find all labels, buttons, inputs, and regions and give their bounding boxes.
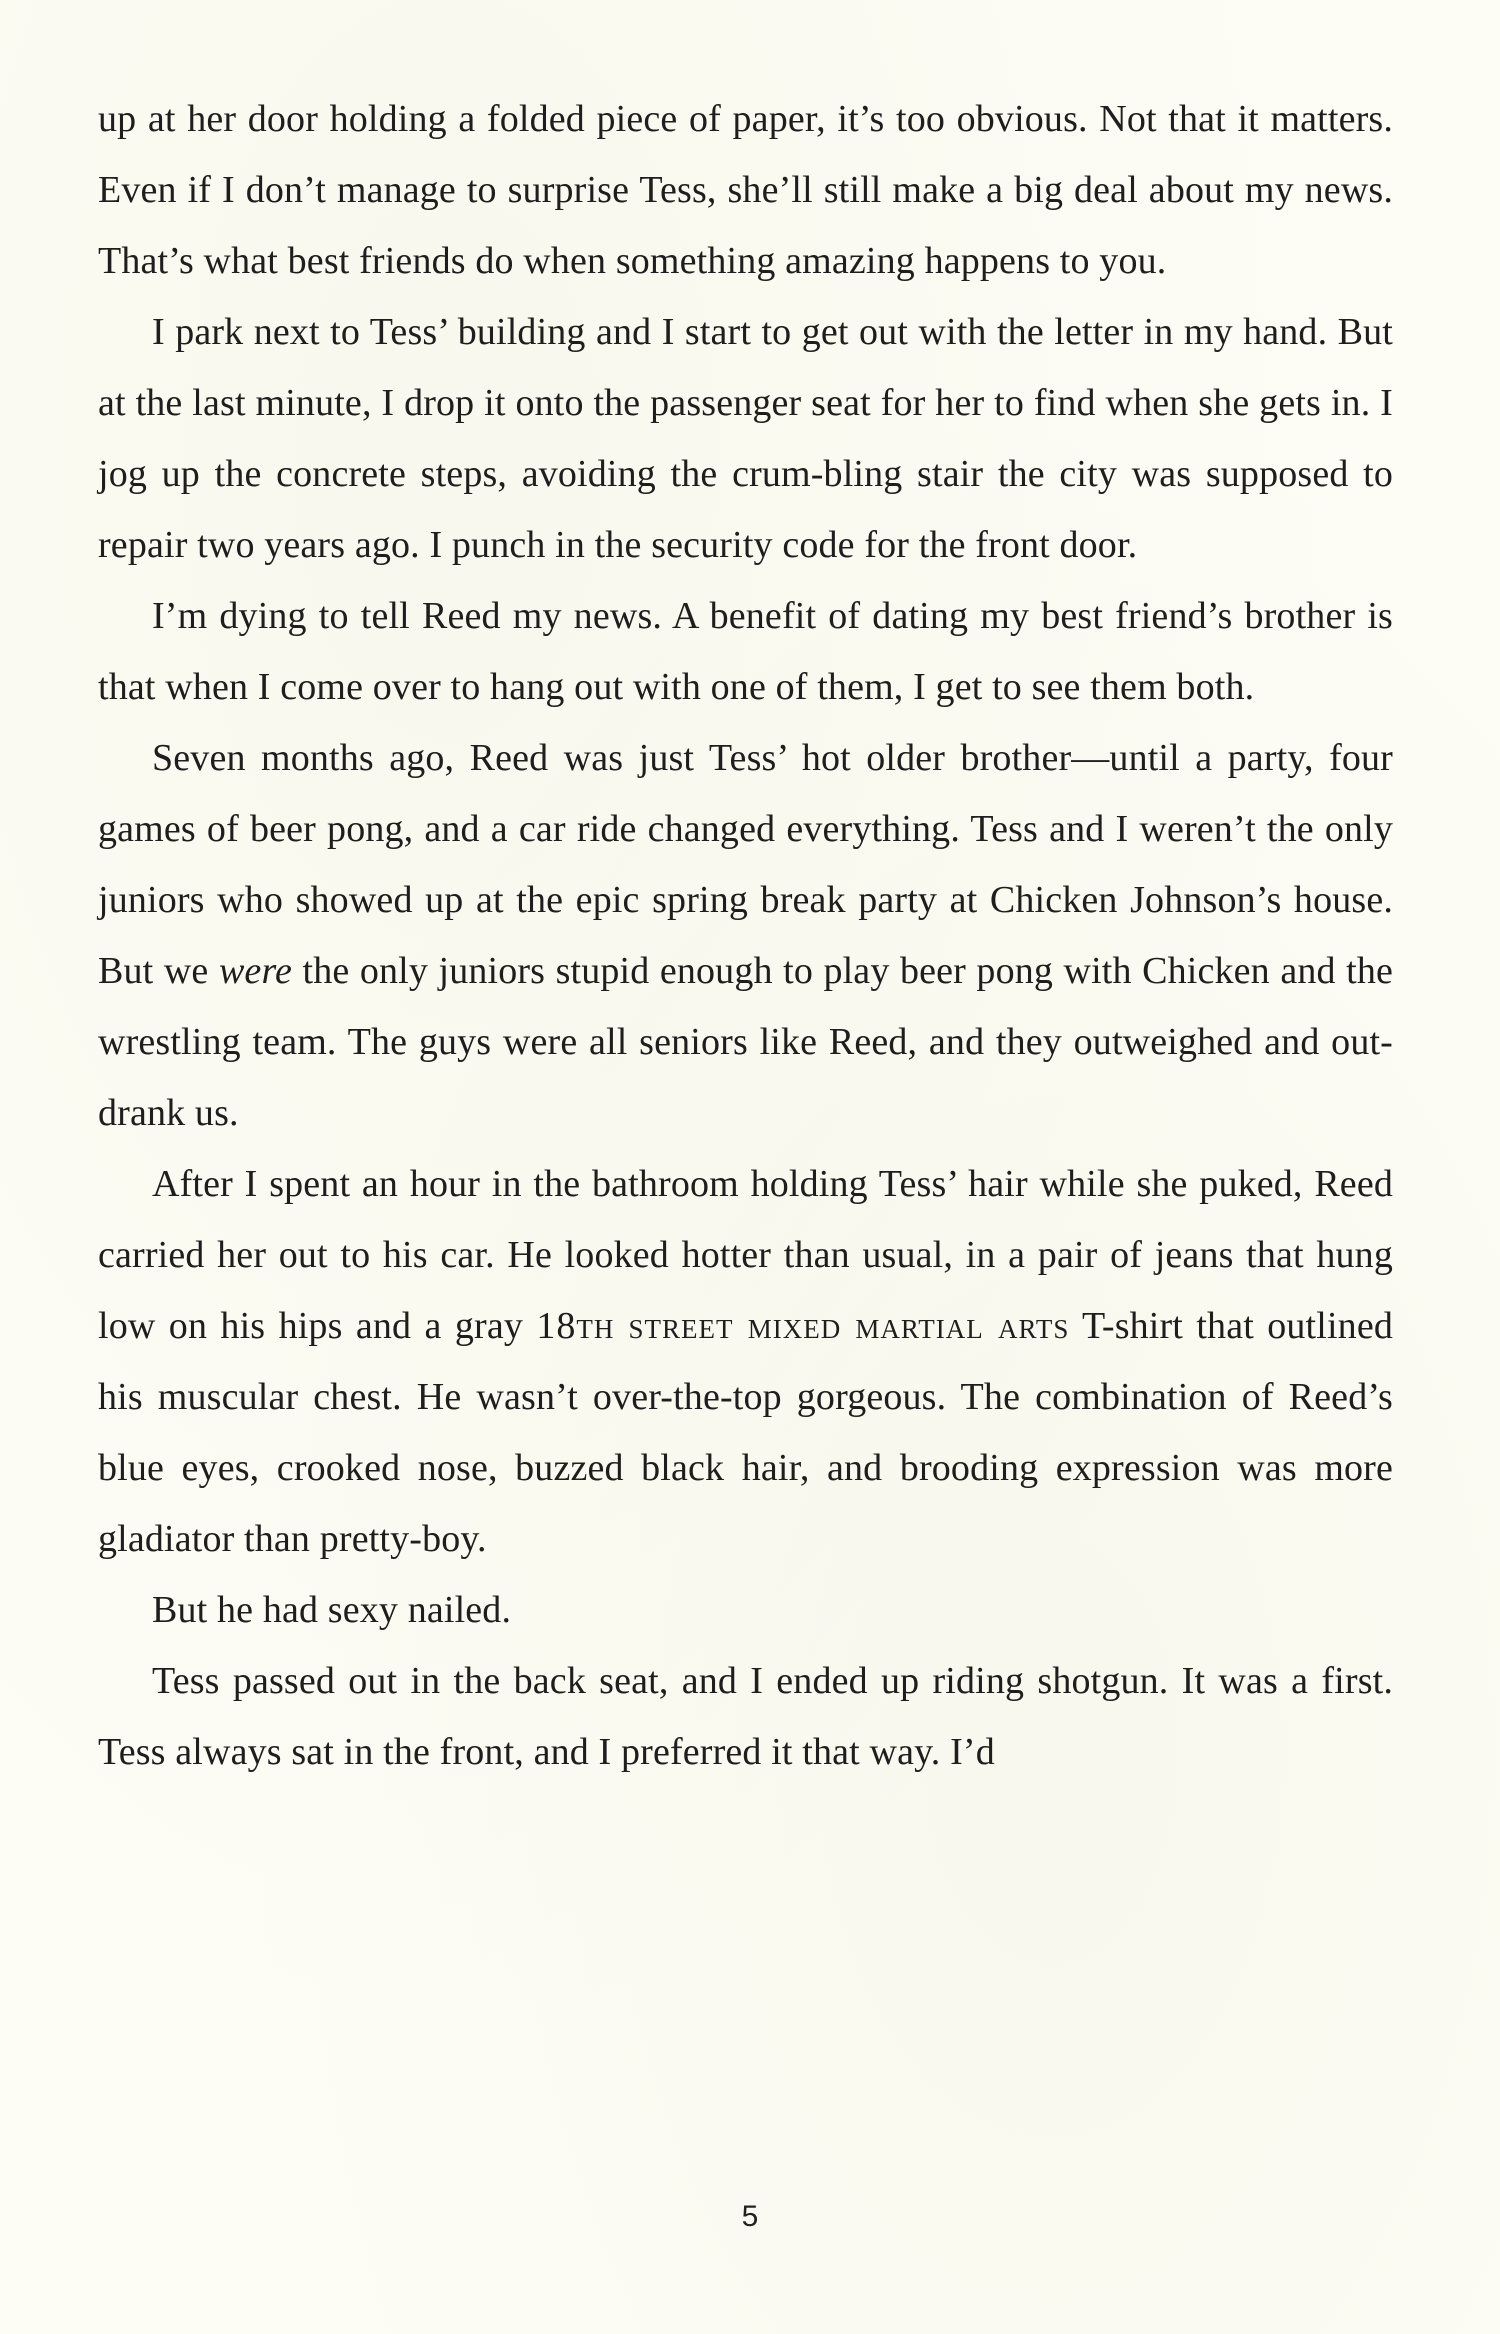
paragraph-5-text-b: T-shirt that outlined his muscular chest. He wasn’t over-the-top gorgeous. The combination of Reed’s blue eyes, crooked nose, buzzed black hair, and brooding expression was more gladiator than pretty-boy. bbox=[98, 1305, 1394, 1560]
body-text bbox=[98, 84, 1393, 1788]
paragraph-4-text-b: the only juniors stupid enough to play beer pong with Chicken and the wrestling team. The guys were all seniors like Reed, and they outweighed and out-drank us. bbox=[98, 950, 1393, 1134]
paragraph-4 bbox=[98, 723, 1393, 1149]
paragraph-1: up at her door holding a folded piece of paper, it’s too obvious. Not that it matters. Even if I don’t manage to surprise Tess, she’ll still make a big deal about my news. That’s what best friends do when something amazing happens to you. bbox=[98, 98, 1393, 282]
paragraph-5 bbox=[98, 1149, 1393, 1575]
page-number: 5 bbox=[741, 2200, 759, 2233]
paragraph-5-text-a: After I spent an hour in the bathroom holding Tess’ hair while she puked, Reed carried her out to his car. He looked hotter than usual, in a pair of jeans that hung low on his hips and a gray bbox=[98, 1163, 1393, 1347]
paragraph-6: But he had sexy nailed. bbox=[152, 1589, 512, 1631]
paragraph-3: I’m dying to tell Reed my news. A benefit of dating my best friend’s brother is that when I come over to hang out with one of them, I get to see them both. bbox=[98, 595, 1393, 708]
emphasis-word: were bbox=[218, 950, 292, 992]
paragraph-2: I park next to Tess’ building and I start to get out with the letter in my hand. But at the last minute, I drop it onto the passenger seat for her to find when she gets in. I jog up the concrete steps, avoiding the crum-bling stair the city was supposed to repair two years ago. I punch in the security code for the front door. bbox=[98, 311, 1393, 566]
paragraph-7: Tess passed out in the back seat, and I ended up riding shotgun. It was a first. Tess always sat in the front, and I preferred it that way. I’d bbox=[98, 1660, 1393, 1773]
paragraph-4-text-a: Seven months ago, Reed was just Tess’ hot older brother—until a party, four games of beer pong, and a car ride changed everything. Tess and I weren’t the only juniors who showed up at the epic spring break party at Chicken Johnson’s house. But we bbox=[98, 737, 1393, 992]
small-caps-shirt-text: 18th street mixed martial arts bbox=[536, 1305, 1070, 1347]
